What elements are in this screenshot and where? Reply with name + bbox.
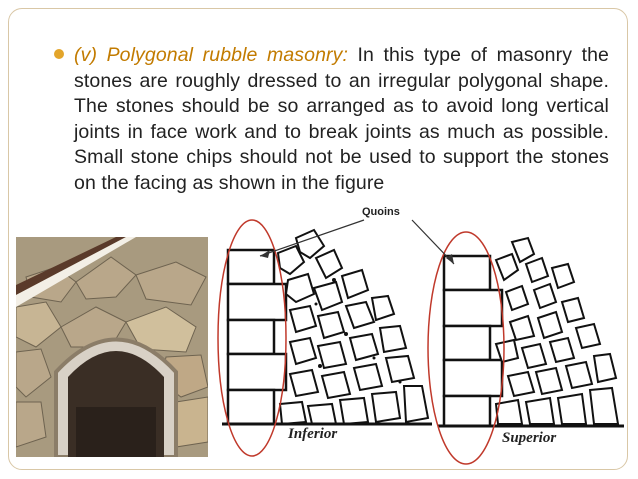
masonry-comparison-figure xyxy=(216,218,626,468)
paragraph-lead: (v) Polygonal rubble masonry: xyxy=(74,44,348,66)
body-paragraph xyxy=(74,43,609,196)
bullet-icon xyxy=(54,49,64,59)
paragraph-text: In this type of masonry the stones are roughly dressed to an irregular polygonal shape. The stones should be so arranged as to avoid long vertical joints in face work and to break joints as much as possible. Small stone chips should not be used to support the stones on the facing as shown in the figure xyxy=(74,44,609,194)
caption-superior: Superior xyxy=(502,430,557,446)
quoins-label: Quoins xyxy=(362,206,400,218)
stone-archway-photo xyxy=(16,237,208,457)
caption-inferior: Inferior xyxy=(288,426,338,442)
